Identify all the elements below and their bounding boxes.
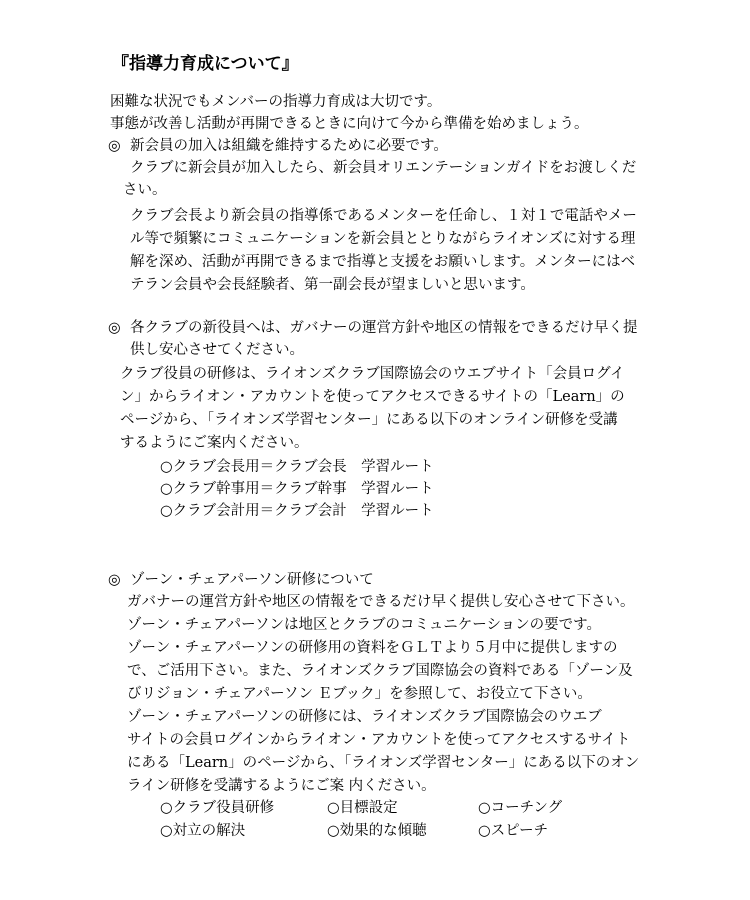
section2-line-1: 供し安心させてください。	[130, 342, 304, 358]
section1-line-6: テラン会員や会長経験者、第一副会長が望ましいと思います。	[130, 277, 535, 293]
intro-line-2: 事態が改善し活動が再開できるときに向けて今から準備を始めましょう。	[110, 116, 589, 132]
route-item: ○クラブ幹事用＝クラブ幹事 学習ルート	[160, 481, 434, 497]
section2-bullet: ◎	[108, 320, 121, 336]
page-title: 『指導力育成について』	[112, 54, 299, 74]
section3-line-7: サイトの会員ログインからライオン・アカウントを使ってアクセスするサイト	[127, 732, 631, 748]
section2-line-5: するようにご案内ください。	[120, 435, 309, 451]
course-item: ○コーチング	[478, 800, 563, 816]
section3-line-9: ライン研修を受講するようにご案 内ください。	[127, 778, 436, 794]
section3-line-4: で、ご活用下さい。また、ライオンズクラブ国際協会の資料である「ゾーン及	[127, 663, 633, 679]
section1-line-4: ル等で頻繁にコミュニケーションを新会員ととりながらライオンズに対する理	[130, 231, 636, 247]
route-item: ○クラブ会計用＝クラブ会計 学習ルート	[160, 503, 434, 519]
section2-line-2: クラブ役員の研修は、ライオンズクラブ国際協会のウエブサイト「会員ログイ	[120, 366, 625, 382]
section2-line-3: ン」からライオン・アカウントを使ってアクセスできるサイトの「Learn」の	[120, 389, 625, 405]
section2-heading-row	[108, 318, 638, 338]
section3-line-2: ゾーン・チェアパーソンは地区とクラブのコミュニケーションの要です。	[127, 617, 602, 633]
section3-line-1: ガバナーの運営方針や地区の情報をできるだけ早く提供し安心させて下さい。	[127, 594, 635, 610]
course-item: ○スピーチ	[478, 823, 549, 839]
intro-line-1: 困難な状況でもメンバーの指導力育成は大切です。	[110, 94, 442, 110]
section3-line-5: びリジョン・チェアパーソン Ｅブック」を参照して、お役立て下さい。	[127, 686, 592, 702]
section3-bullet: ◎	[108, 572, 121, 588]
section1-heading: 新会員の加入は組織を維持するために必要です。	[130, 138, 448, 154]
section1-bullet: ◎	[108, 138, 121, 154]
course-item: ○目標設定	[327, 800, 398, 816]
route-item: ○クラブ会長用＝クラブ会長 学習ルート	[160, 459, 434, 475]
section1-line-5: 解を深め、活動が再開できるまで指導と支援をお願いします。メンターにはベ	[130, 254, 636, 270]
section1-line-1: クラブに新会員が加入したら、新会員オリエンテーションガイドをお渡しくだ	[130, 160, 637, 176]
section3-line-6: ゾーン・チェアパーソンの研修には、ライオンズクラブ国際協会のウエブ	[127, 709, 602, 725]
course-item: ○対立の解決	[160, 823, 246, 839]
section1-heading-row	[108, 136, 448, 156]
course-item: ○クラブ役員研修	[160, 800, 275, 816]
section3-line-3: ゾーン・チェアパーソンの研修用の資料をＧＬＴより５月中に提供しますの	[127, 640, 618, 656]
section3-heading-row	[108, 570, 374, 590]
section3-heading: ゾーン・チェアパーソン研修について	[130, 572, 374, 588]
section2-line-4: ページから、「ライオンズ学習センター」にある以下のオンライン研修を受講	[120, 412, 618, 428]
section1-line-3: クラブ会長より新会員の指導係であるメンターを任命し、１対１で電話やメー	[130, 208, 637, 224]
section2-heading: 各クラブの新役員へは、ガバナーの運営方針や地区の情報をできるだけ早く提	[130, 320, 638, 336]
section3-line-8: にある「Learn」のページから、「ライオンズ学習センター」にある以下のオン	[127, 755, 640, 771]
section1-line-2: さい。	[123, 182, 167, 198]
course-item: ○効果的な傾聴	[327, 823, 427, 839]
